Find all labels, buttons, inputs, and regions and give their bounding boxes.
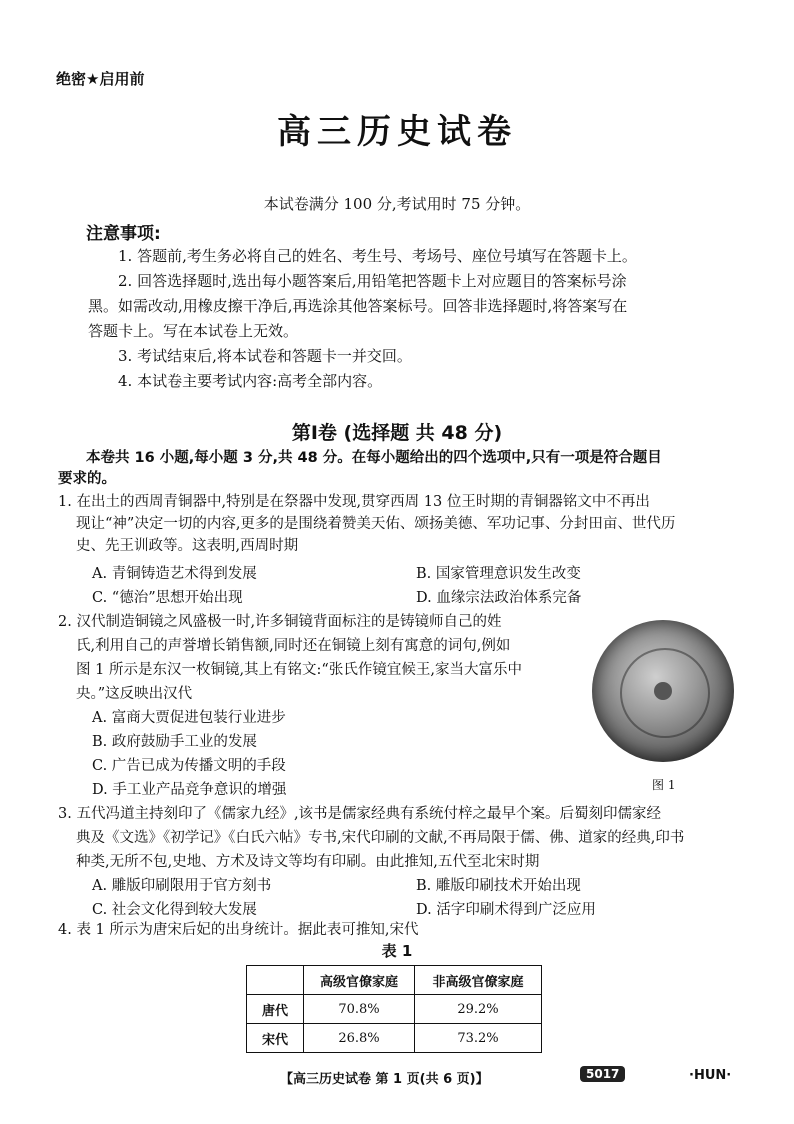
confidential-label: 绝密★启用前 bbox=[56, 70, 145, 88]
question-2-option-c[interactable]: C. 广告已成为传播文明的手段 bbox=[92, 758, 286, 774]
table-cell: 70.8% bbox=[304, 995, 415, 1024]
page-footer: 【高三历史试卷 第 1 页(共 6 页)】 bbox=[280, 1072, 489, 1087]
question-2-text: 氏,利用自己的声誉增长销售额,同时还在铜镜上刻有寓意的词句,例如 bbox=[76, 638, 511, 654]
mirror-knob bbox=[654, 682, 672, 700]
question-4-text: 4. 表 1 所示为唐宋后妃的出身统计。据此表可推知,宋代 bbox=[58, 922, 419, 938]
question-2-text: 2. 汉代制造铜镜之风盛极一时,许多铜镜背面标注的是铸镜师自己的姓 bbox=[58, 614, 502, 630]
table-cell: 73.2% bbox=[415, 1024, 542, 1053]
notice-line: 3. 考试结束后,将本试卷和答题卡一并交回。 bbox=[118, 347, 412, 365]
notice-line: 2. 回答选择题时,选出每小题答案后,用铅笔把答题卡上对应题目的答案标号涂 bbox=[118, 272, 627, 290]
question-1-option-a[interactable]: A. 青铜铸造艺术得到发展 bbox=[92, 566, 257, 582]
exam-code-badge: 5017 bbox=[580, 1066, 625, 1082]
question-3-option-c[interactable]: C. 社会文化得到较大发展 bbox=[92, 902, 257, 918]
notice-line: 4. 本试卷主要考试内容:高考全部内容。 bbox=[118, 372, 383, 390]
question-3-option-a[interactable]: A. 雕版印刷限用于官方刻书 bbox=[92, 878, 272, 894]
question-1-option-d[interactable]: D. 血缘宗法政治体系完备 bbox=[416, 590, 582, 606]
exam-title: 高三历史试卷 bbox=[277, 112, 517, 152]
table-1-caption: 表 1 bbox=[381, 942, 413, 960]
section-title: 第Ⅰ卷 (选择题 共 48 分) bbox=[291, 422, 503, 444]
table-row bbox=[247, 1024, 542, 1053]
question-3-text: 典及《文选》《初学记》《白氏六帖》专书,宋代印刷的文献,不再局限于儒、佛、道家的经典,印书 bbox=[76, 830, 685, 846]
table-header-cell bbox=[247, 966, 304, 995]
section-instructions: 本卷共 16 小题,每小题 3 分,共 48 分。在每小题给出的四个选项中,只有一项是符合题目 bbox=[86, 450, 662, 466]
table-cell: 唐代 bbox=[247, 995, 304, 1024]
notice-line: 黑。如需改动,用橡皮擦干净后,再选涂其他答案标号。回答非选择题时,将答案写在 bbox=[88, 297, 628, 315]
figure-1-label: 图 1 bbox=[652, 778, 676, 792]
table-cell: 26.8% bbox=[304, 1024, 415, 1053]
question-3-option-b[interactable]: B. 雕版印刷技术开始出现 bbox=[416, 878, 581, 894]
region-code: ·HUN· bbox=[689, 1068, 732, 1083]
exam-subtitle: 本试卷满分 100 分,考试用时 75 分钟。 bbox=[263, 195, 531, 213]
table-header-cell: 高级官僚家庭 bbox=[304, 966, 415, 995]
question-2-option-a[interactable]: A. 富商大贾促进包装行业进步 bbox=[92, 710, 286, 726]
question-1-text: 史、先王训政等。这表明,西周时期 bbox=[76, 538, 299, 554]
question-1-text: 现让“神”决定一切的内容,更多的是围绕着赞美天佑、颂扬美德、军功记事、分封田亩、世代历 bbox=[76, 516, 676, 532]
question-2-text: 图 1 所示是东汉一枚铜镜,其上有铭文:“张氏作镜宜候王,家当大富乐中 bbox=[76, 662, 522, 678]
question-3-option-d[interactable]: D. 活字印刷术得到广泛应用 bbox=[416, 902, 596, 918]
table-cell: 29.2% bbox=[415, 995, 542, 1024]
question-1-text: 1. 在出土的西周青铜器中,特别是在祭器中发现,贯穿西周 13 位王时期的青铜器铭文中不再出 bbox=[58, 494, 650, 510]
bronze-mirror-image bbox=[592, 620, 734, 762]
table-header-row bbox=[247, 966, 542, 995]
question-3-text: 种类,无所不包,史地、方术及诗文等均有印刷。由此推知,五代至北宋时期 bbox=[76, 854, 540, 870]
question-2-text: 央。”这反映出汉代 bbox=[76, 686, 193, 702]
section-instructions: 要求的。 bbox=[58, 471, 116, 487]
question-3-text: 3. 五代冯道主持刻印了《儒家九经》,该书是儒家经典有系统付梓之最早个案。后蜀刻印儒家经 bbox=[58, 806, 662, 822]
table-cell: 宋代 bbox=[247, 1024, 304, 1053]
table-row bbox=[247, 995, 542, 1024]
notice-line: 1. 答题前,考生务必将自己的姓名、考生号、考场号、座位号填写在答题卡上。 bbox=[118, 247, 637, 265]
notice-line: 答题卡上。写在本试卷上无效。 bbox=[88, 322, 299, 340]
question-1-option-c[interactable]: C. “德治”思想开始出现 bbox=[92, 590, 243, 606]
question-2-option-b[interactable]: B. 政府鼓励手工业的发展 bbox=[92, 734, 257, 750]
table-header-cell: 非高级官僚家庭 bbox=[415, 966, 542, 995]
notice-heading: 注意事项: bbox=[86, 224, 161, 244]
table-1 bbox=[246, 965, 542, 1053]
question-2-option-d[interactable]: D. 手工业产品竞争意识的增强 bbox=[92, 782, 287, 798]
question-1-option-b[interactable]: B. 国家管理意识发生改变 bbox=[416, 566, 581, 582]
